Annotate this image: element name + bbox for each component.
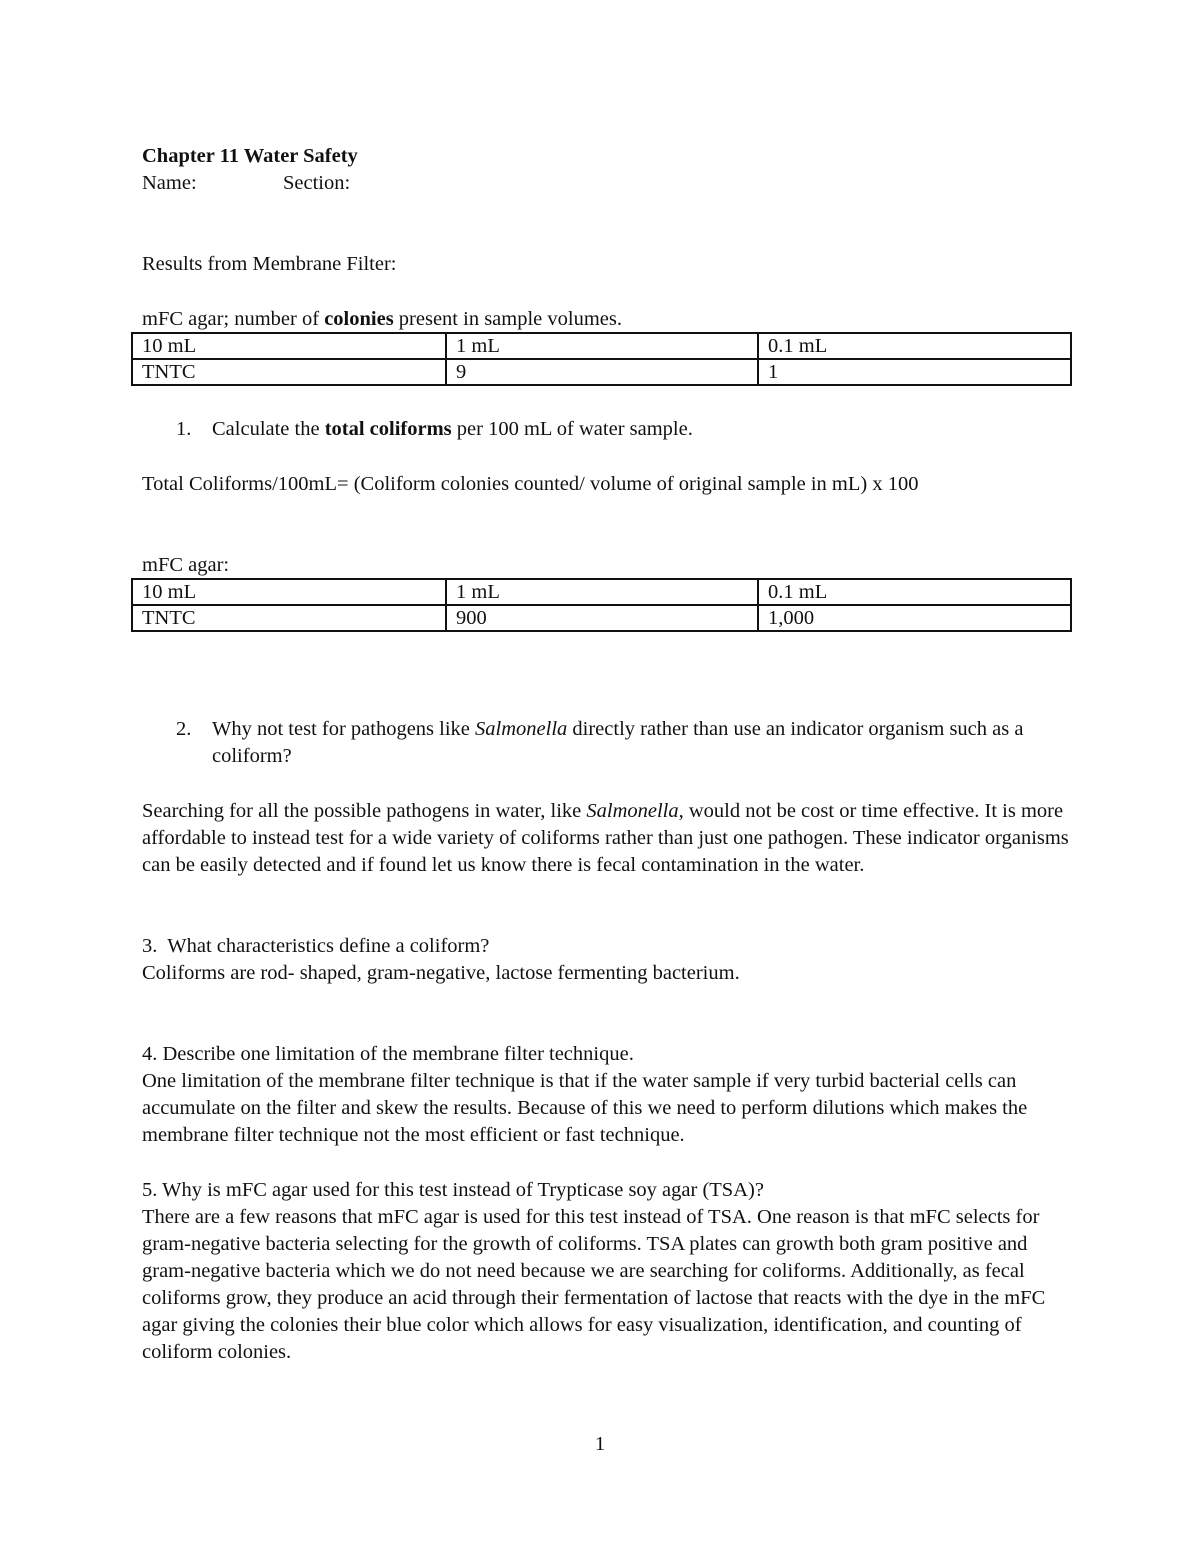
table2-caption: mFC agar:	[142, 554, 230, 576]
colony-count-table	[131, 332, 1072, 386]
question-2-number: 2.	[176, 718, 192, 740]
answer-2	[142, 798, 1072, 879]
question-2-text	[212, 716, 1072, 770]
answer-2-pre: Searching for all the possible pathogens in water, like	[142, 800, 587, 822]
question-4: 4. Describe one limitation of the membrane filter technique.	[142, 1043, 634, 1065]
question-2-italic: Salmonella	[475, 718, 568, 740]
answer-3: Coliforms are rod- shaped, gram-negative, lactose fermenting bacterium.	[142, 962, 740, 984]
table1-caption-bold: colonies	[324, 308, 394, 330]
table-cell: 1 mL	[446, 579, 758, 605]
name-section-row	[142, 170, 350, 197]
question-1-text	[212, 416, 693, 443]
formula-line: Total Coliforms/100mL= (Coliform colonies counted/ volume of original sample in mL) x 100	[142, 473, 919, 495]
question-2-pre: Why not test for pathogens like	[212, 718, 476, 740]
answer-4: One limitation of the membrane filter technique is that if the water sample if very turbid bacterial cells can accumulate on the filter and skew the results. Because of this we need to perform dilutions which makes the membrane filter technique not the most efficient or fast technique.	[142, 1070, 1028, 1146]
table-header-row	[132, 579, 1071, 605]
table-cell: 10 mL	[132, 579, 446, 605]
question-1-post: per 100 mL of water sample.	[451, 418, 693, 440]
table-cell: 0.1 mL	[758, 333, 1071, 359]
question-1-pre: Calculate the	[212, 418, 325, 440]
question-5: 5. Why is mFC agar used for this test instead of Trypticase soy agar (TSA)?	[142, 1179, 764, 1201]
table-row	[132, 359, 1071, 385]
table1-caption-post: present in sample volumes.	[393, 308, 622, 330]
answer-2-italic: Salmonella	[586, 800, 679, 822]
page-number: 1	[594, 1433, 606, 1455]
question-1-number: 1.	[176, 418, 192, 440]
table-cell: 10 mL	[132, 333, 446, 359]
table-cell: 1,000	[758, 605, 1071, 631]
results-heading: Results from Membrane Filter:	[142, 253, 397, 275]
table-row	[132, 605, 1071, 631]
table-cell: 1 mL	[446, 333, 758, 359]
table1-caption-pre: mFC agar; number of	[142, 308, 325, 330]
answer-2-post: , would not be cost or time effective. It is more affordable to instead test for a wide variety of coliforms rather than just one pathogen. These indicator organisms can be easily detected and if found let us know there is fecal contamination in the water.	[142, 800, 1069, 876]
table-cell: 9	[446, 359, 758, 385]
name-label: Name:	[142, 172, 197, 194]
table-cell: 0.1 mL	[758, 579, 1071, 605]
table-header-row	[132, 333, 1071, 359]
question-3: 3. What characteristics define a coliform?	[142, 935, 490, 957]
table-cell: 1	[758, 359, 1071, 385]
table1-caption	[142, 306, 622, 333]
table-cell: 900	[446, 605, 758, 631]
answer-5: There are a few reasons that mFC agar is used for this test instead of TSA. One reason is that mFC selects for gram-negative bacteria selecting for the growth of coliforms. TSA plates can growth both gram positive and gram-negative bacteria which we do not need because we are searching for coliforms. Additionally, as fecal coliforms grow, they produce an acid through their fermentation of lactose that reacts with the dye in the mFC agar giving the colonies their blue color which allows for easy visualization, identification, and counting of coliform colonies.	[142, 1206, 1046, 1363]
table-cell: TNTC	[132, 359, 446, 385]
table-cell: TNTC	[132, 605, 446, 631]
question-2-post: directly rather than use an indicator organism such as a coliform?	[212, 718, 1024, 767]
section-label: Section:	[283, 172, 351, 194]
question-1-bold: total coliforms	[324, 418, 452, 440]
coliform-per-100ml-table	[131, 578, 1072, 632]
document-title: Chapter 11 Water Safety	[142, 145, 358, 167]
